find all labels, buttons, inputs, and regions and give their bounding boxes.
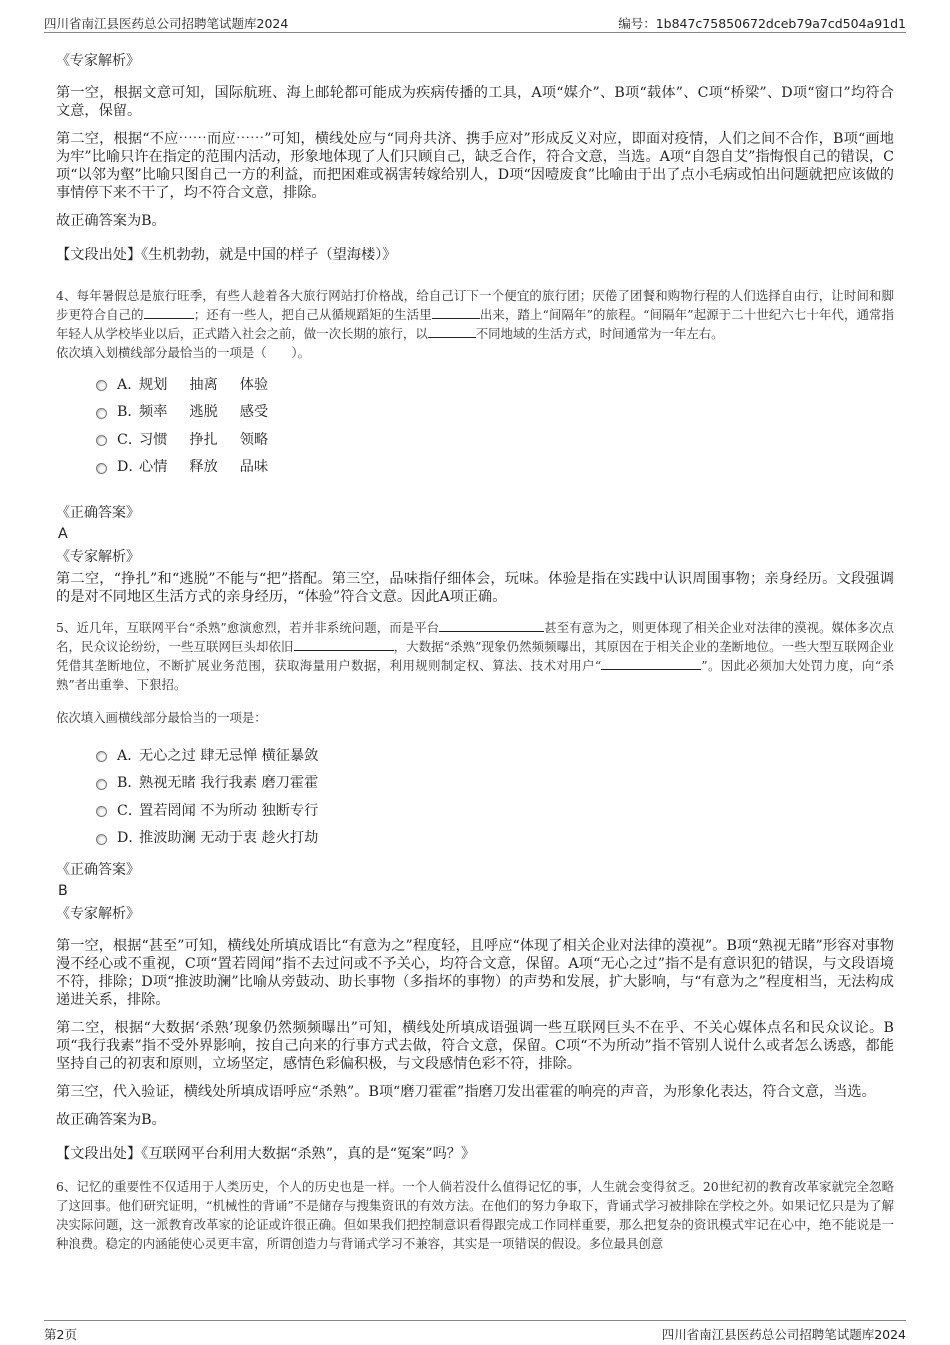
blank (428, 325, 476, 338)
radio-icon[interactable] (96, 380, 107, 391)
q5-analysis-p2: 第二空，根据“大数据‘杀熟’现象仍然频频曝出”可知，横线处所填成语强调一些互联网巨头不在乎、不关心媒体点名和民众议论。B项“我行我素”指不受外界影响，按自己向来的行事方式去做，符合文意，保留。C项“不为所动”指不管别人说什么或者怎么诱惑，都能坚持自己的初衷和原则，立场坚定，感情色彩偏积极，与文段感情色彩不符，排除。 (56, 1020, 894, 1072)
q4-options (96, 370, 894, 480)
radio-icon[interactable] (96, 463, 107, 474)
q3-analysis-label: 《专家解析》 (56, 53, 140, 69)
radio-icon[interactable] (96, 806, 107, 817)
q5-analysis-p3: 第三空，代入验证，横线处所填成语呼应“杀熟”。B项“磨刀霍霍”指磨刀发出霍霍的响亮的声音，为形象化表达，符合文意，当选。 (56, 1084, 876, 1100)
q5-answer: B (58, 883, 68, 899)
q5-option-b[interactable]: B． 熟视无睹 我行我素 磨刀霍霍 (96, 769, 894, 797)
q5-option-c[interactable]: C． 置若罔闻 不为所动 独断专行 (96, 796, 894, 824)
header-title: 四川省南江县医药总公司招聘笔试题库2024 (44, 16, 289, 31)
q4-option-b[interactable]: B． 频率 逃脱 感受 (96, 398, 894, 426)
q4-answer-label: 《正确答案》 (56, 505, 140, 521)
radio-icon[interactable] (96, 779, 107, 790)
blank (432, 306, 480, 319)
blank (144, 306, 194, 319)
q5-option-a[interactable]: A． 无心之过 肆无忌惮 横征暴敛 (96, 741, 894, 769)
q5-prompt: 依次填入画横线部分最恰当的一项是： (56, 710, 267, 725)
radio-icon[interactable] (96, 751, 107, 762)
q4-analysis-label: 《专家解析》 (56, 549, 140, 565)
q5-option-d[interactable]: D． 推波助澜 无动于衷 趁火打劫 (96, 824, 894, 852)
radio-icon[interactable] (96, 435, 107, 446)
q5-stem: 5、近几年，互联网平台“杀熟”愈演愈烈，若并非系统问题，而是平台 甚至有意为之，则更体现了相关企业对法律的漠视。媒体多次点名，民众议论纷纷，一些互联网巨头却依旧 ，大数据“杀熟”现象仍然频频曝出，其原因在于相关企业的垄断地位。一些大型互联网企业凭借其垄断地位，不断扩展业务范围，获取海量用户数据，利用规则制定权、算法、技术对用户“ ”。因此必须加大处罚力度，向“杀熟”者出重拳、下狠招。 (56, 620, 895, 692)
radio-icon[interactable] (96, 408, 107, 419)
q4-answer: A (58, 526, 68, 542)
q5-answer-label: 《正确答案》 (56, 862, 140, 878)
page-footer (44, 1320, 906, 1341)
q4-stem: 4、每年暑假总是旅行旺季，有些人趁着各大旅行网站打价格战，给自己订下一个便宜的旅行团；厌倦了团餐和购物行程的人们选择自由行，让时间和脚步更符合自己的 ；还有一些人，把自己从循规蹈矩的生活里 出来，踏上“间隔年”的旅程。“间隔年”起源于二十世纪六七十年代，通常指年轻人从学校毕业以后，正式踏入社会之前，做一次长期的旅行，以 不同地域的生活方式，时间通常为一年左右。 依次填入划横线部分最恰当的一项是（ ）。 (56, 288, 895, 360)
header-doc-id: 编号：1b847c75850672dceb79a7cd504a91d1 (618, 16, 906, 31)
q4-analysis: 第二空，“挣扎”和“逃脱”不能与“把”搭配。第三空，品味指仔细体会，玩味。体验是指在实践中认识周围事物；亲身经历。文段强调的是对不同地区生活方式的亲身经历，“体验”符合文意。因此A项正确。 (56, 571, 894, 605)
blank (294, 638, 394, 651)
q5-source: 【文段出处】《互联网平台利用大数据“杀熟”，真的是“冤案”吗？》 (56, 1146, 476, 1162)
blank (601, 657, 701, 670)
q3-answer-statement: 故正确答案为B。 (56, 213, 166, 229)
page-header (44, 12, 906, 33)
q5-analysis-p1: 第一空，根据“甚至”可知，横线处所填成语比“有意为之”程度轻，且呼应“体现了相关企业对法律的漠视”。B项“熟视无睹”形容对事物漫不经心或不重视，C项“置若罔闻”指不去过问或不予关心，均符合文意，保留。A项“无心之过”指不是有意识犯的错误，与文段语境不符，排除；D项“推波助澜”比喻从旁鼓动、助长事物（多指坏的事物）的声势和发展，扩大影响，与“有意为之”程度相当，无法构成递进关系，排除。 (56, 938, 894, 1008)
q5-answer-statement: 故正确答案为B。 (56, 1112, 166, 1128)
q3-source: 【文段出处】《生机勃勃，就是中国的样子（望海楼）》 (56, 247, 397, 263)
q5-analysis-label: 《专家解析》 (56, 906, 140, 922)
q6-stem: 6、记忆的重要性不仅适用于人类历史，个人的历史也是一样。一个人倘若没什么值得记忆的事，人生就会变得贫乏。20世纪初的教育改革家就完全忽略了这回事。他们研究证明，“机械性的背诵”不是储存与搜集资讯的有效方法。在他们的努力争取下，背诵式学习被排除在学校之外。如果记忆只是为了解决实际问题，这一派教育改革家的论证或许很正确。但如果我们把控制意识看得跟完成工作同样重要，那么把复杂的资讯模式牢记在心中，绝不能说是一种浪费。稳定的内涵能使心灵更丰富，所谓创造力与背诵式学习不兼容，其实是一项错误的假设。多位最具创意 (56, 1179, 894, 1251)
blank (439, 619, 544, 632)
q4-prompt: 依次填入划横线部分最恰当的一项是（ ）。 (56, 345, 311, 360)
page-number: 第2页 (44, 1327, 77, 1342)
q4-option-c[interactable]: C． 习惯 挣扎 领略 (96, 425, 894, 453)
radio-icon[interactable] (96, 834, 107, 845)
q3-analysis-p2: 第二空，根据“不应⋯⋯而应⋯⋯”可知，横线处应与“同舟共济、携手应对”形成反义对应，即面对疫情，人们之间不合作，B项“画地为牢”比喻只许在指定的范围内活动，形象地体现了人们只顾自己，缺乏合作，符合文意，当选。A项“自怨自艾”指悔恨自己的错误，C项“以邻为壑”比喻只图自己一方的利益，而把困难或祸害转嫁给别人，D项“因噎废食”比喻由于出了点小毛病或怕出问题就把应该做的事情停下来不干了，均不符合文意，排除。 (56, 131, 894, 201)
q3-analysis-p1: 第一空，根据文意可知，国际航班、海上邮轮都可能成为疾病传播的工具，A项“媒介”、B项“载体”、C项“桥梁”、D项“窗口”均符合文意，保留。 (56, 85, 894, 119)
q4-option-a[interactable]: A． 规划 抽离 体验 (96, 370, 894, 398)
q4-option-d[interactable]: D． 心情 释放 品味 (96, 453, 894, 481)
footer-title: 四川省南江县医药总公司招聘笔试题库2024 (661, 1327, 906, 1342)
page-content (56, 46, 894, 1257)
q5-options (96, 741, 894, 851)
